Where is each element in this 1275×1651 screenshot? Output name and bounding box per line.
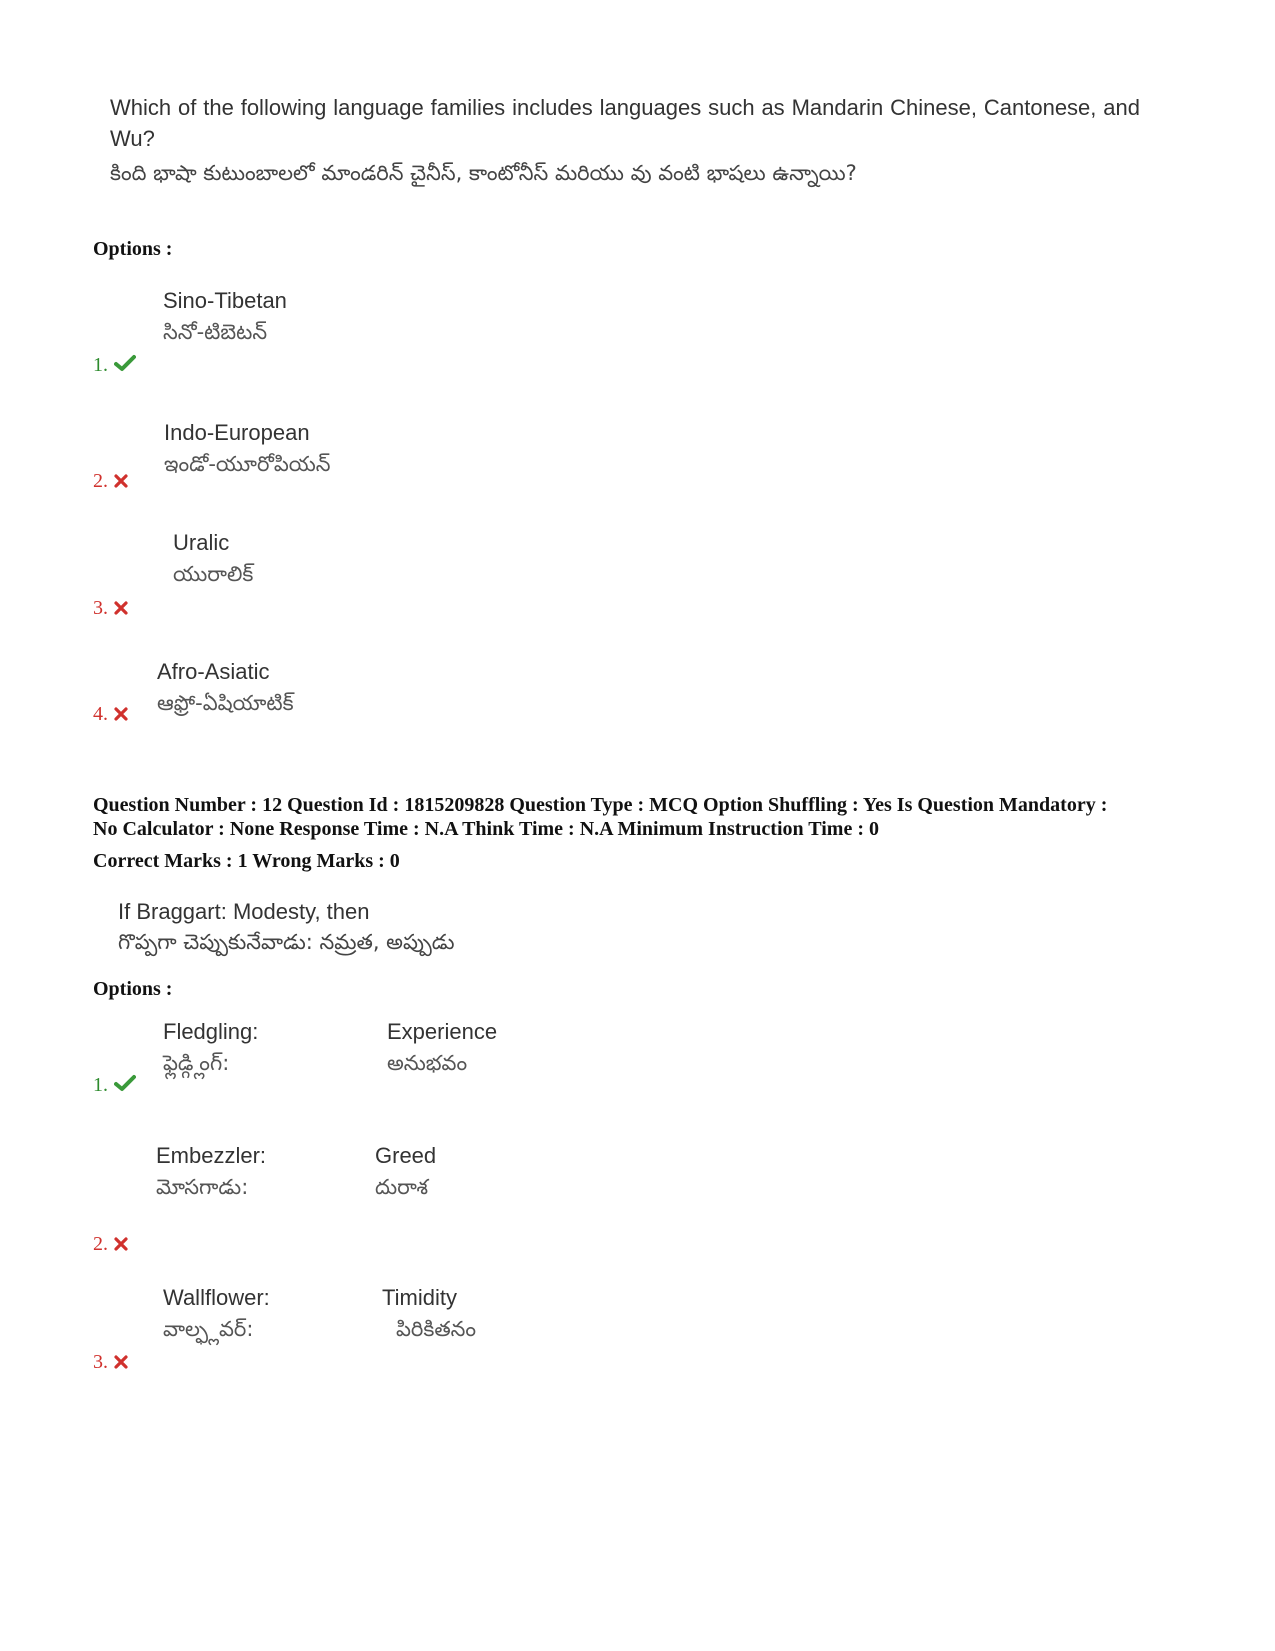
option-1-en: Sino-Tibetan — [163, 288, 287, 313]
option-1-b-te: అనుభవం — [387, 1051, 468, 1075]
option-3-te: యురాలిక్ — [173, 562, 254, 586]
options-label: Options : — [93, 238, 173, 260]
option-1-marker — [93, 354, 136, 378]
option-2-a-te: మోసగాడు: — [156, 1175, 249, 1199]
option-3-b-en: Timidity — [382, 1285, 457, 1310]
option-1-number: 1. — [93, 354, 108, 376]
option-1-number: 1. — [93, 1074, 108, 1096]
option-1-a-en: Fledgling: — [163, 1019, 259, 1044]
option-3-marker — [93, 1351, 128, 1375]
option-4-marker — [93, 703, 128, 727]
option-2-marker — [93, 470, 128, 494]
option-2-marker — [93, 1233, 128, 1257]
question-meta-line-1: Question Number : 12 Question Id : 1815209828 Question Type : MCQ Option Shuffling : Yes Is Question Mandatory : — [93, 794, 1108, 816]
check-icon — [114, 354, 136, 378]
option-1-a-te: ఫ్లెడ్గ్లింగ్: — [163, 1051, 230, 1075]
option-3-b-te: పిరికితనం — [396, 1317, 477, 1341]
option-4-text — [157, 659, 294, 721]
option-3-number: 3. — [93, 1351, 108, 1373]
option-3-a-en: Wallflower: — [163, 1285, 270, 1310]
option-3-pair-a — [163, 1285, 270, 1347]
option-4-en: Afro-Asiatic — [157, 659, 270, 684]
option-1-pair-b — [387, 1019, 497, 1081]
cross-icon — [114, 471, 128, 494]
question-text-te: గొప్పగా చెప్పుకునేవాడు: నమ్రత, అప్పుడు — [118, 930, 455, 954]
option-2-number: 2. — [93, 1233, 108, 1255]
option-2-en: Indo-European — [164, 420, 310, 445]
options-label: Options : — [93, 978, 173, 1000]
question-meta — [93, 793, 1223, 841]
question-text — [110, 92, 1140, 189]
option-3-marker — [93, 597, 128, 621]
question-text-te: కింది భాషా కుటుంబాలలో మాండరిన్ చైనీస్, కాంటోనీస్ మరియు వు వంటి భాషలు ఉన్నాయి? — [110, 161, 857, 185]
option-1-te: సినో-టిబెటన్ — [163, 320, 268, 344]
option-2-text — [164, 420, 331, 482]
cross-icon — [114, 1234, 128, 1257]
option-2-a-en: Embezzler: — [156, 1143, 267, 1168]
option-3-pair-b — [382, 1285, 476, 1347]
option-4-te: ఆఫ్రో-ఏషియాటిక్ — [157, 691, 294, 715]
cross-icon — [114, 598, 128, 621]
question-marks: Correct Marks : 1 Wrong Marks : 0 — [93, 850, 400, 872]
option-2-b-te: దురాశ — [375, 1175, 429, 1199]
cross-icon — [114, 1352, 128, 1375]
check-icon — [114, 1074, 136, 1098]
option-3-number: 3. — [93, 597, 108, 619]
option-3-en: Uralic — [173, 530, 230, 555]
question-text-en: Which of the following language families includes languages such as Mandarin Chinese, Cantonese, and Wu? — [110, 95, 1140, 151]
option-2-pair-b — [375, 1143, 436, 1205]
option-4-number: 4. — [93, 703, 108, 725]
option-3-text — [173, 530, 253, 592]
option-3-a-te: వాల్ఫ్లవర్: — [163, 1317, 254, 1341]
question-meta-line-2: No Calculator : None Response Time : N.A Think Time : N.A Minimum Instruction Time : 0 — [93, 818, 879, 840]
option-1-pair-a — [163, 1019, 258, 1081]
question-text — [118, 896, 455, 958]
cross-icon — [114, 704, 128, 727]
option-1-text — [163, 288, 287, 350]
option-2-b-en: Greed — [375, 1143, 437, 1168]
option-2-number: 2. — [93, 470, 108, 492]
option-2-te: ఇండో-యూరోపియన్ — [164, 452, 331, 476]
question-text-en: If Braggart: Modesty, then — [118, 899, 370, 924]
option-1-b-en: Experience — [387, 1019, 498, 1044]
option-1-marker — [93, 1074, 136, 1098]
option-2-pair-a — [156, 1143, 266, 1205]
